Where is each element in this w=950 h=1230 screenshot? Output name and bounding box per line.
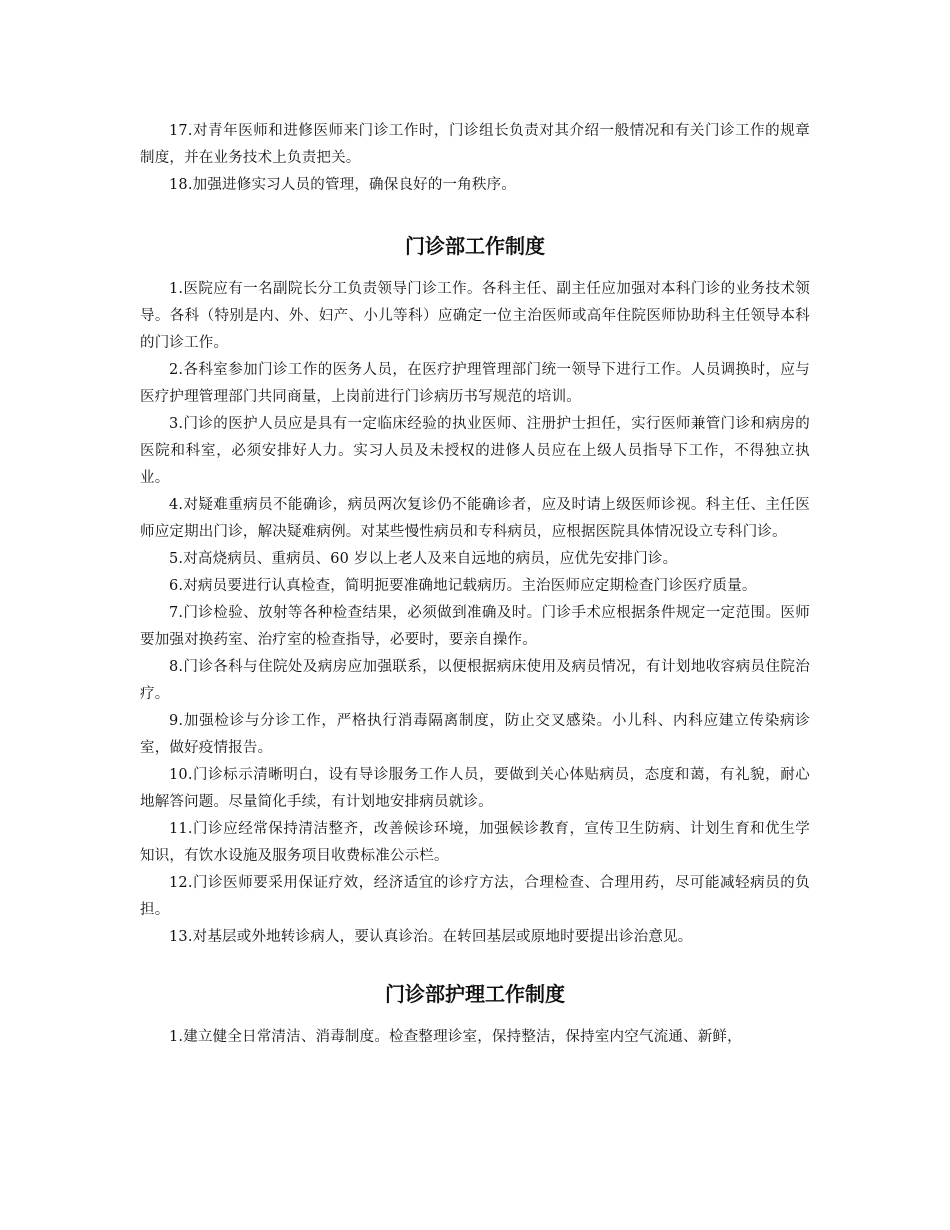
paragraph: 2.各科室参加门诊工作的医务人员，在医疗护理管理部门统一领导下进行工作。人员调换时，应与医疗护理管理部门共同商量，上岗前进行门诊病历书写规范的培训。 xyxy=(140,362,810,405)
paragraph: 6.对病员要进行认真检查，简明扼要准确地记载病历。主治医师应定期检查门诊医疗质量。 xyxy=(169,578,757,594)
paragraph: 5.对高烧病员、重病员、60 岁以上老人及来自远地的病员，应优先安排门诊。 xyxy=(169,551,678,567)
paragraph: 3.门诊的医护人员应是具有一定临床经验的执业医师、注册护士担任，实行医师兼管门诊和病房的医院和科室，必须安排好人力。实习人员及未授权的进修人员应在上级人员指导下工作，不得独立执业。 xyxy=(140,416,810,486)
paragraph: 10.门诊标示清晰明白，设有导诊服务工作人员，要做到关心体贴病员，态度和蔼，有礼貌，耐心地解答问题。尽量简化手续，有计划地安排病员就诊。 xyxy=(140,767,810,810)
paragraph: 12.门诊医师要采用保证疗效，经济适宜的诊疗方法，合理检查、合理用药，尽可能减轻病员的负担。 xyxy=(140,875,810,918)
paragraph: 7.门诊检验、放射等各种检查结果，必须做到准确及时。门诊手术应根据条件规定一定范围。医师要加强对换药室、治疗室的检查指导，必要时，要亲自操作。 xyxy=(140,605,810,648)
paragraph: 9.加强检诊与分诊工作，严格执行消毒隔离制度，防止交叉感染。小儿科、内科应建立传染病诊室，做好疫情报告。 xyxy=(140,713,810,756)
paragraph: 1.建立健全日常清洁、消毒制度。检查整理诊室，保持整洁，保持室内空气流通、新鲜， xyxy=(169,1029,742,1045)
paragraph: 8.门诊各科与住院处及病房应加强联系，以便根据病床使用及病员情况，有计划地收容病员住院治疗。 xyxy=(140,659,810,702)
paragraph: 18.加强进修实习人员的管理，确保良好的一角秩序。 xyxy=(169,177,517,193)
paragraph: 11.门诊应经常保持清洁整齐，改善候诊环境，加强候诊教育，宣传卫生防病、计划生育和优生学知识，有饮水设施及服务项目收费标准公示栏。 xyxy=(140,821,810,864)
section-title: 门诊部工作制度 xyxy=(405,234,545,258)
paragraph: 17.对青年医师和进修医师来门诊工作时，门诊组长负责对其介绍一般情况和有关门诊工作的规章制度，并在业务技术上负责把关。 xyxy=(140,123,810,166)
document-body xyxy=(140,118,810,1051)
section-title: 门诊部护理工作制度 xyxy=(385,982,565,1006)
paragraph: 13.对基层或外地转诊病人，要认真诊治。在转回基层或原地时要提出诊治意见。 xyxy=(169,929,693,945)
paragraph: 4.对疑难重病员不能确诊，病员两次复诊仍不能确诊者，应及时请上级医师诊视。科主任、主任医师应定期出门诊，解决疑难病例。对某些慢性病员和专科病员，应根据医院具体情况设立专科门诊。 xyxy=(140,497,810,540)
paragraph: 1.医院应有一名副院长分工负责领导门诊工作。各科主任、副主任应加强对本科门诊的业务技术领导。各科（特别是内、外、妇产、小儿等科）应确定一位主治医师或高年住院医师协助科主任领导本科的门诊工作。 xyxy=(140,281,810,351)
